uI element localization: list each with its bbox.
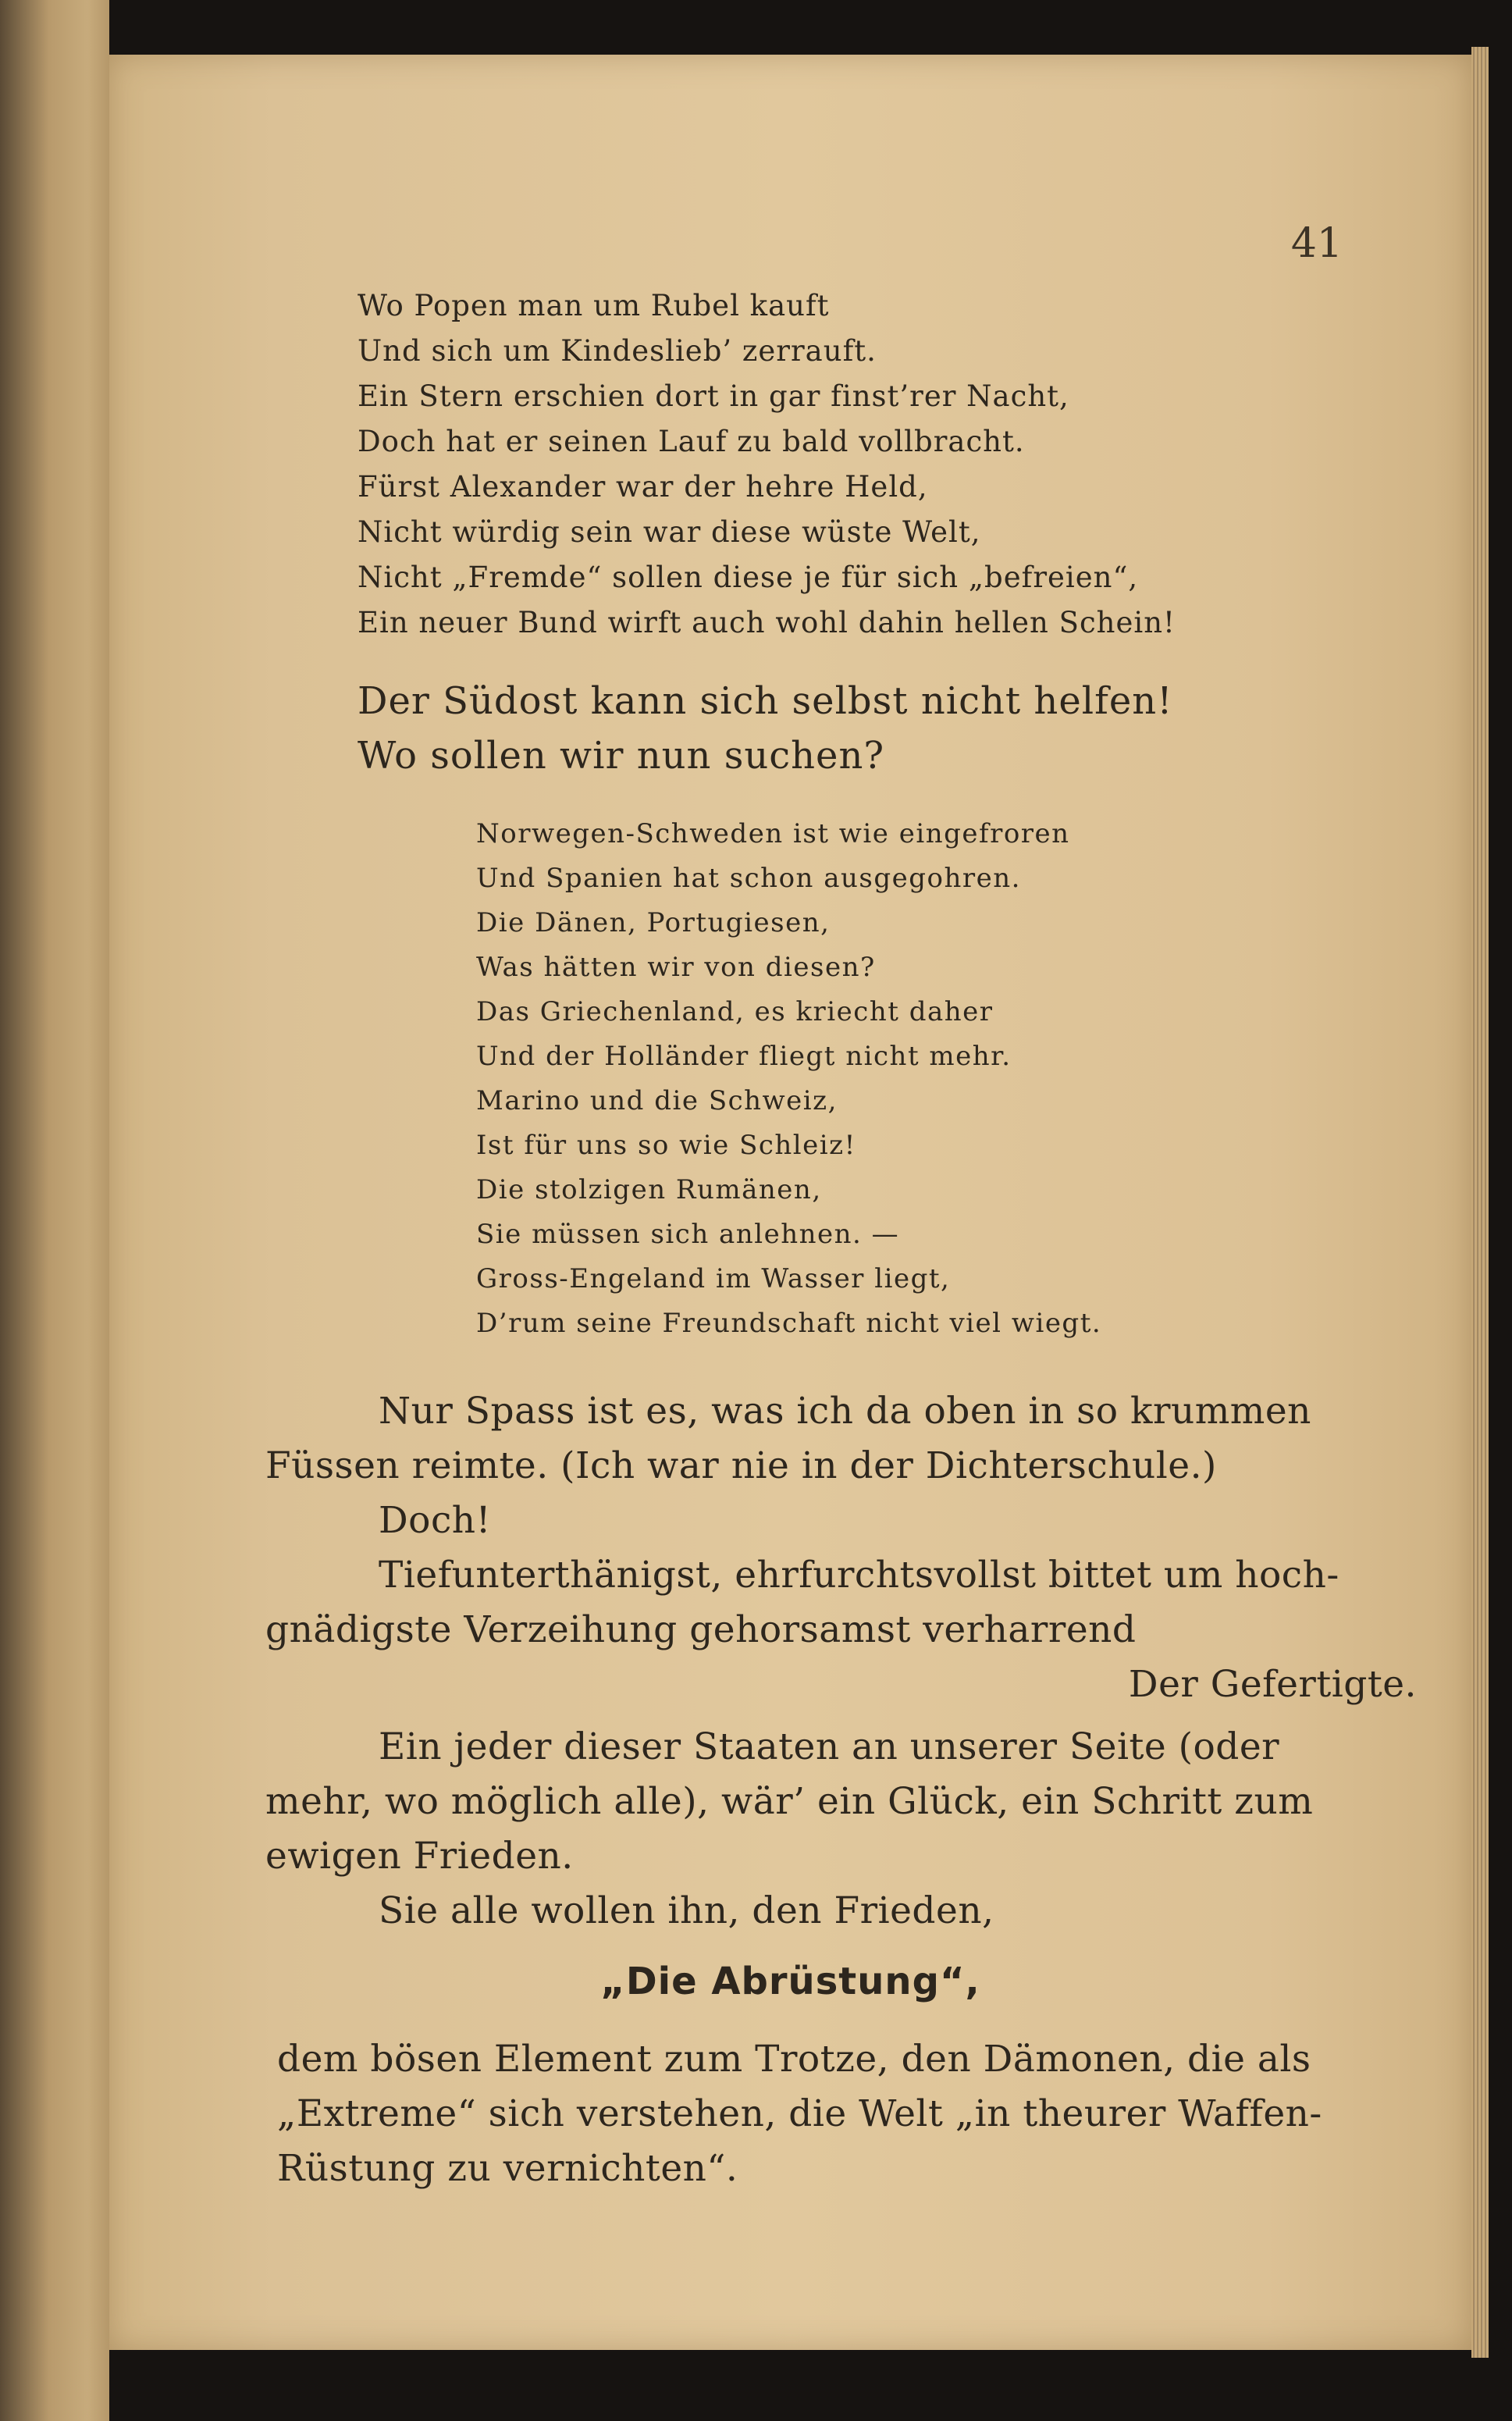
prose-line: „Extreme“ sich verstehen, die Welt „in theurer Waffen- [277, 2092, 1322, 2135]
verse-line: Ein neuer Bund wirft auch wohl dahin hellen Schein! [358, 606, 1176, 639]
verse-line: Sie müssen sich anlehnen. — [476, 1219, 900, 1250]
verse-line: Nicht „Fremde“ sollen diese je für sich „befreien“, [358, 561, 1139, 594]
prose-line: Füssen reimte. (Ich war nie in der Dichterschule.) [265, 1444, 1217, 1487]
couplet-line: Wo sollen wir nun suchen? [358, 734, 885, 778]
verse-line: Was hätten wir von diesen? [476, 952, 876, 983]
prose-line: Sie alle wollen ihn, den Frieden, [379, 1889, 994, 1932]
prose-line: Rüstung zu vernichten“. [277, 2147, 738, 2190]
couplet-line: Der Südost kann sich selbst nicht helfen! [358, 679, 1173, 723]
prose-line: gnädigste Verzeihung gehorsamst verharrend [265, 1608, 1137, 1651]
verse-line: Gross-Engeland im Wasser liegt, [476, 1263, 951, 1294]
verse-line: D’rum seine Freundschaft nicht viel wiegt. [476, 1308, 1102, 1339]
prose-line: ewigen Frieden. [265, 1835, 574, 1878]
verse-line: Die Dänen, Portugiesen, [476, 907, 831, 938]
verse-line: Das Griechenland, es kriecht daher [476, 996, 994, 1027]
verse-line: Doch hat er seinen Lauf zu bald vollbracht. [358, 425, 1025, 458]
prose-line: mehr, wo möglich alle), wär’ ein Glück, ein Schritt zum [265, 1780, 1314, 1823]
verse-line: Und sich um Kindeslieb’ zerrauft. [358, 334, 877, 368]
book-spine [0, 0, 109, 2421]
verse-line: Die stolzigen Rumänen, [476, 1174, 822, 1205]
page-edges [1471, 47, 1489, 2358]
verse-line: Fürst Alexander war der hehre Held, [358, 470, 928, 504]
verse-line: Norwegen-Schweden ist wie eingefroren [476, 818, 1070, 849]
verse-line: Wo Popen man um Rubel kauft [358, 289, 830, 322]
book-page [109, 55, 1471, 2350]
verse-line: Marino und die Schweiz, [476, 1085, 838, 1116]
prose-line: dem bösen Element zum Trotze, den Dämonen, die als [277, 2038, 1311, 2081]
verse-line: Nicht würdig sein war diese wüste Welt, [358, 515, 981, 549]
prose-line: Doch! [379, 1499, 491, 1542]
verse-line: Ein Stern erschien dort in gar finst’rer Nacht, [358, 379, 1069, 413]
prose-line: Nur Spass ist es, was ich da oben in so krummen [379, 1390, 1311, 1433]
signature-line: Der Gefertigte. [1128, 1663, 1417, 1706]
page-number: 41 [1290, 220, 1343, 267]
verse-line: Und Spanien hat schon ausgegohren. [476, 863, 1021, 894]
verse-line: Ist für uns so wie Schleiz! [476, 1130, 856, 1161]
prose-line: Ein jeder dieser Staaten an unserer Seite (oder [379, 1725, 1280, 1768]
prose-line: Tiefunterthänigst, ehrfurchtsvollst bittet um hoch- [379, 1554, 1339, 1597]
section-heading: „Die Abrüstung“, [600, 1960, 980, 2003]
verse-line: Und der Holländer fliegt nicht mehr. [476, 1041, 1012, 1072]
